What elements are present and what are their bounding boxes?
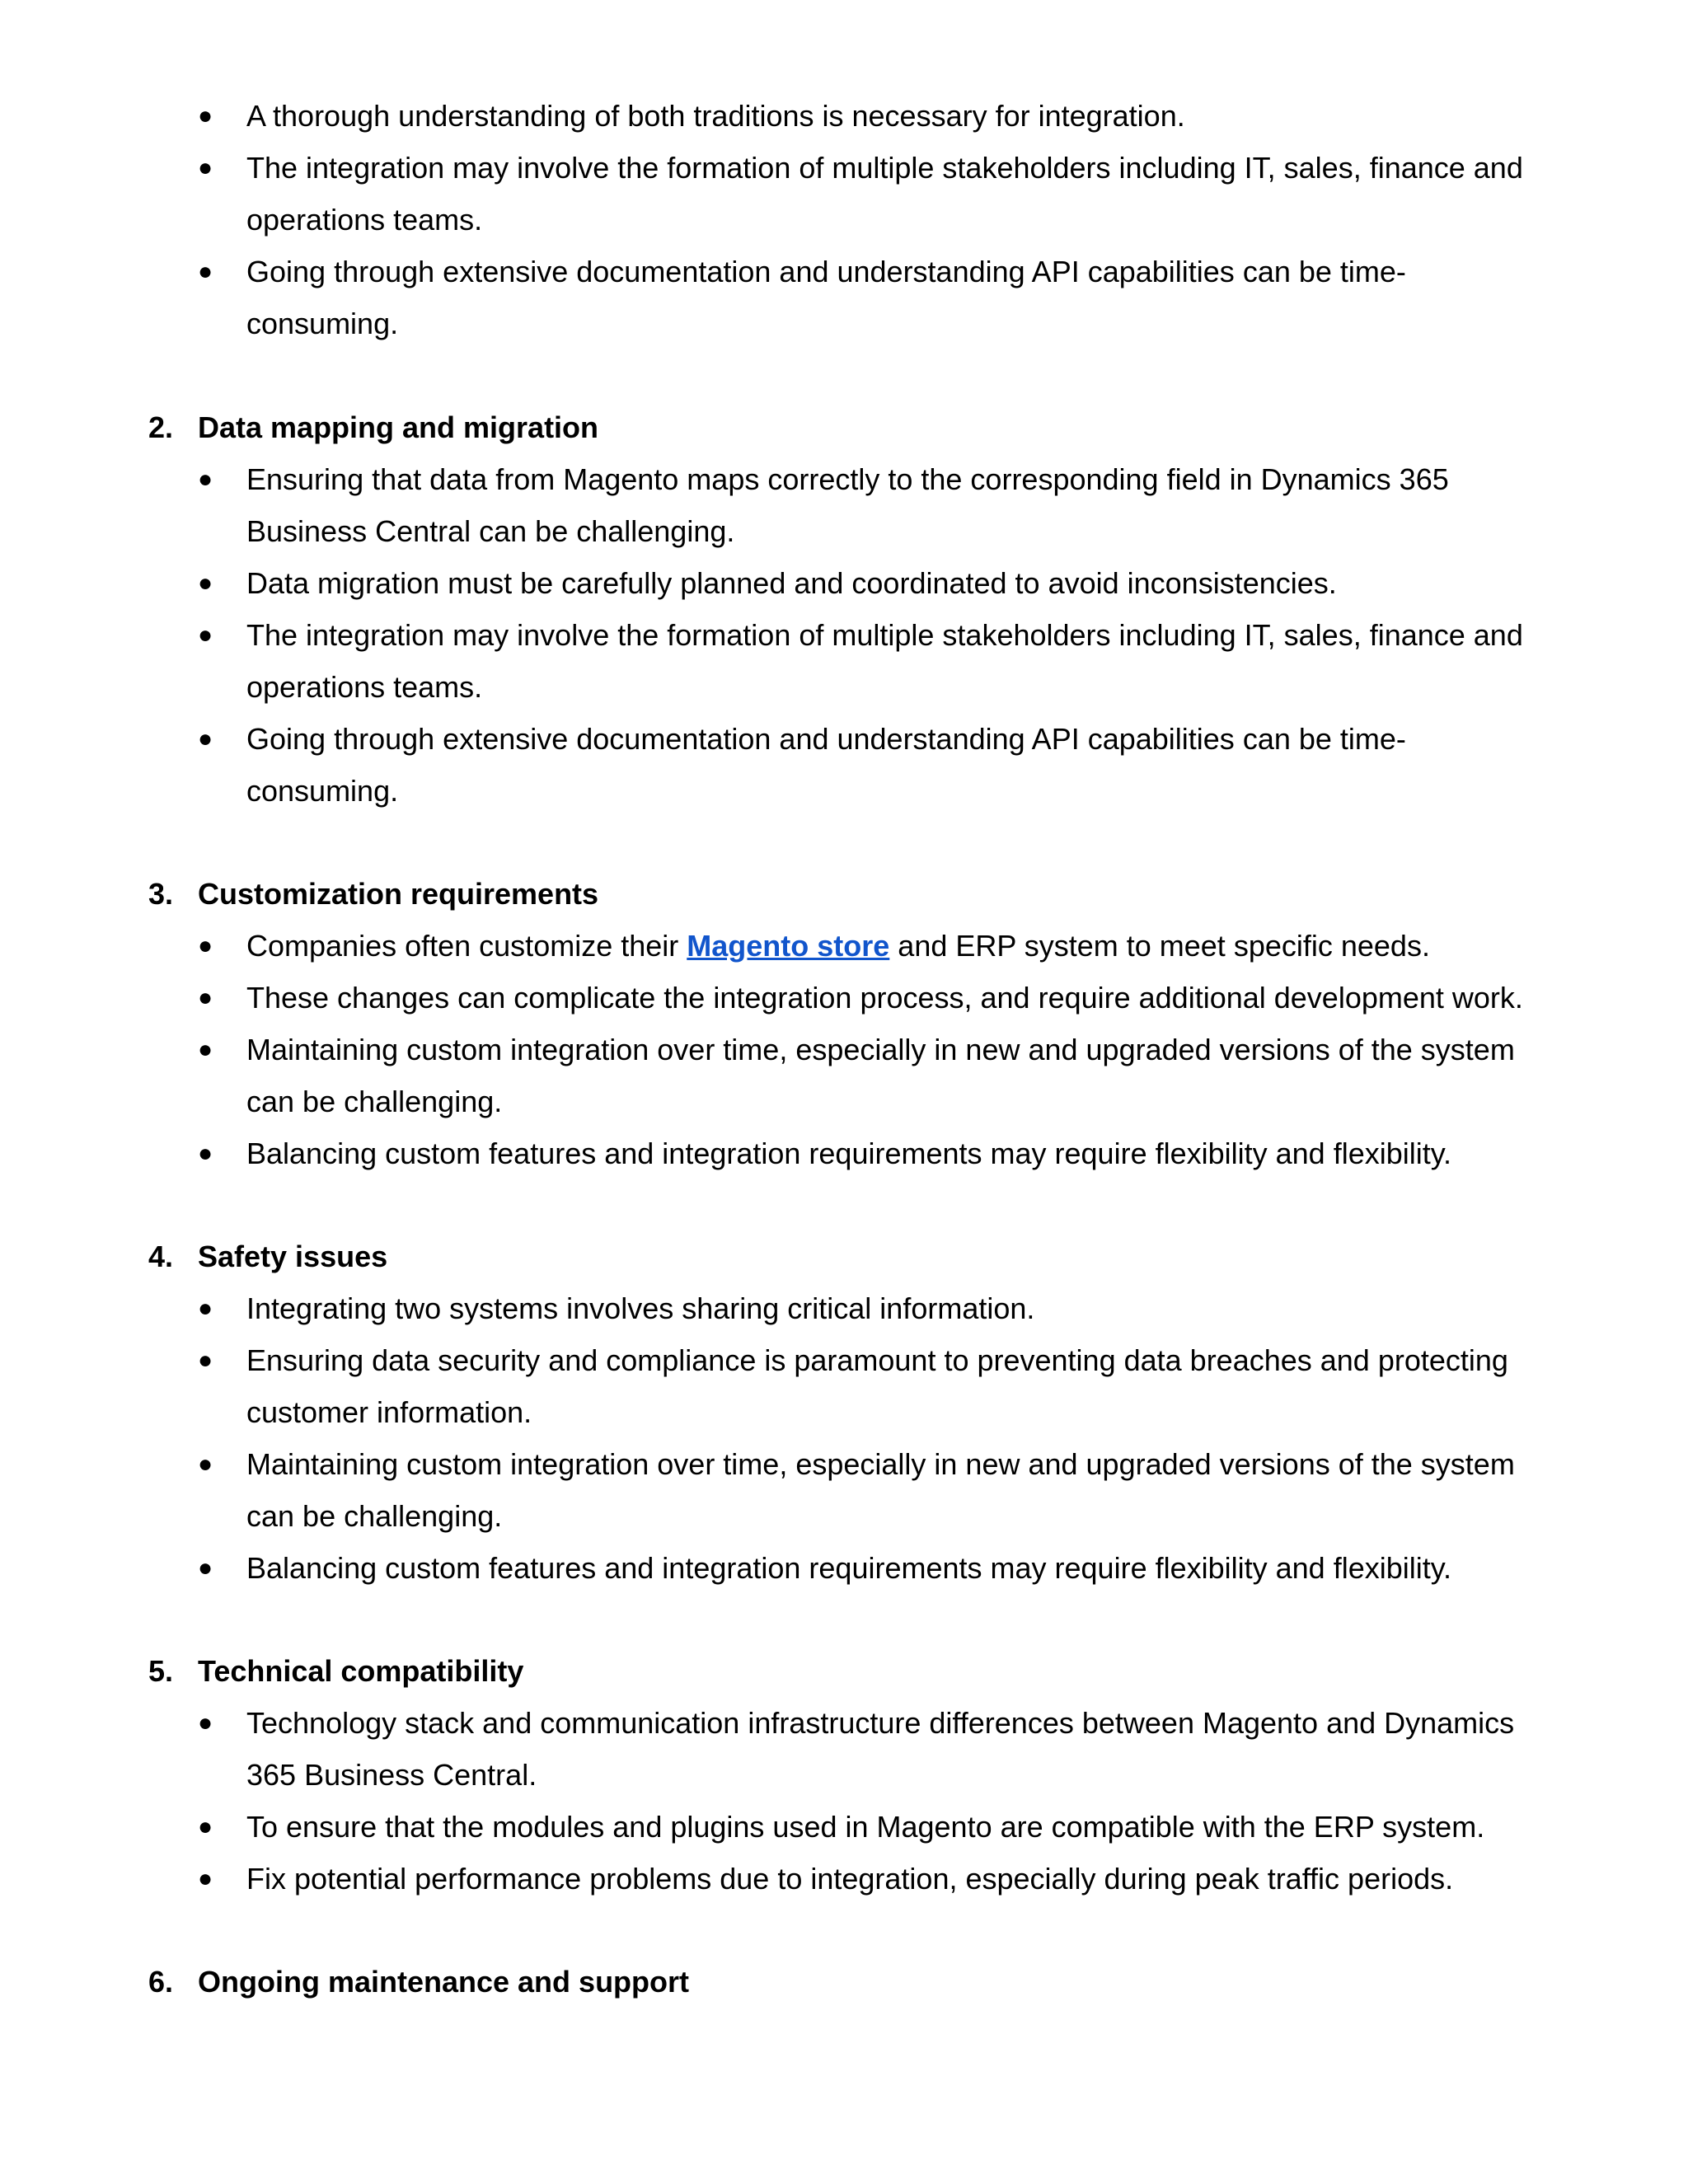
bullet-dot: ●: [198, 1295, 213, 1322]
list-item-text: Going through extensive documentation and understanding API capabilities can be time-consuming.: [246, 722, 1406, 808]
bullet-dot: ●: [198, 1813, 213, 1840]
magento-store-link[interactable]: Magento store: [687, 929, 890, 963]
bullet-dot: ●: [198, 569, 213, 597]
section-number: 6.: [148, 1965, 174, 1999]
list-item: [0, 972, 1688, 1024]
list-item-text: Integrating two systems involves sharing critical information.: [246, 1291, 1035, 1325]
bullet-dot: ●: [198, 1554, 213, 1582]
list-item: [0, 1438, 1688, 1542]
section-title: Customization requirements: [198, 877, 599, 911]
list-item: [0, 1801, 1688, 1853]
list-item: [0, 246, 1688, 349]
list-item-text: Ensuring data security and compliance is paramount to preventing data breaches and protecting customer information.: [246, 1343, 1508, 1429]
list-item: [0, 1542, 1688, 1594]
list-item-text: Data migration must be carefully planned and coordinated to avoid inconsistencies.: [246, 566, 1337, 600]
list-item-text: These changes can complicate the integration process, and require additional development work.: [246, 981, 1523, 1015]
list-item: [0, 1697, 1688, 1801]
section-title: Ongoing maintenance and support: [198, 1965, 690, 1999]
section-title: Safety issues: [198, 1240, 388, 1273]
bullet-dot: ●: [198, 1451, 213, 1478]
bullet-dot: ●: [198, 258, 213, 285]
list-item-text: Balancing custom features and integration requirements may require flexibility and flexibility.: [246, 1551, 1452, 1585]
list-item: [0, 1127, 1688, 1179]
bullet-dot: ●: [198, 1865, 213, 1892]
section-number: 4.: [148, 1240, 174, 1273]
list-item-text-after-link: and ERP system to meet specific needs.: [889, 929, 1430, 963]
section-number: 2.: [148, 410, 174, 444]
list-item: [0, 90, 1688, 142]
section-5-bullet-list: [0, 1697, 1688, 1905]
list-item: [0, 713, 1688, 817]
list-item-text: A thorough understanding of both traditions is necessary for integration.: [246, 99, 1185, 133]
section-2-bullet-list: [0, 453, 1688, 817]
list-item-text: The integration may involve the formation of multiple stakeholders including IT, sales, finance and operations teams.: [246, 151, 1523, 237]
bullet-dot: ●: [198, 621, 213, 649]
list-item: [0, 453, 1688, 557]
bullet-dot: ●: [198, 154, 213, 181]
list-item: [0, 1334, 1688, 1438]
list-item-text: Maintaining custom integration over time, especially in new and upgraded versions of the system can be challenging.: [246, 1447, 1515, 1533]
bullet-dot: ●: [198, 984, 213, 1011]
section-title: Technical compatibility: [198, 1654, 524, 1688]
list-item: [0, 557, 1688, 609]
list-item: [0, 1853, 1688, 1905]
bullet-dot: ●: [198, 1036, 213, 1063]
list-item-text: Fix potential performance problems due to integration, especially during peak traffic periods.: [246, 1862, 1454, 1896]
list-item: [0, 609, 1688, 713]
section-number: 5.: [148, 1654, 174, 1688]
list-item: [0, 920, 1688, 972]
section-3-bullet-list: [0, 920, 1688, 1179]
list-item-text: Balancing custom features and integration requirements may require flexibility and flexibility.: [246, 1137, 1452, 1170]
section-number: 3.: [148, 877, 174, 911]
list-item: [0, 142, 1688, 246]
list-item-text: The integration may involve the formation of multiple stakeholders including IT, sales, finance and operations teams.: [246, 618, 1523, 704]
section-title: Data mapping and migration: [198, 410, 599, 444]
list-item-text: To ensure that the modules and plugins used in Magento are compatible with the ERP system.: [246, 1810, 1485, 1844]
bullet-dot: ●: [198, 1140, 213, 1167]
bullet-dot: ●: [198, 1347, 213, 1374]
bullet-dot: ●: [198, 1709, 213, 1736]
list-item-text: Maintaining custom integration over time, especially in new and upgraded versions of the system can be challenging.: [246, 1033, 1515, 1118]
list-item-text: Ensuring that data from Magento maps correctly to the corresponding field in Dynamics 365 Business Central can be challenging.: [246, 462, 1449, 548]
list-item-text: Going through extensive documentation and understanding API capabilities can be time-consuming.: [246, 255, 1406, 340]
section-4-bullet-list: [0, 1282, 1688, 1594]
list-item-text: Technology stack and communication infrastructure differences between Magento and Dynamics 365 Business Central.: [246, 1706, 1515, 1792]
bullet-dot: ●: [198, 466, 213, 493]
list-item-text-before-link: Companies often customize their: [246, 929, 687, 963]
bullet-dot: ●: [198, 725, 213, 752]
intro-bullet-list: [0, 90, 1688, 349]
bullet-dot: ●: [198, 102, 213, 129]
bullet-dot: ●: [198, 932, 213, 959]
list-item: [0, 1282, 1688, 1334]
list-item: [0, 1024, 1688, 1127]
